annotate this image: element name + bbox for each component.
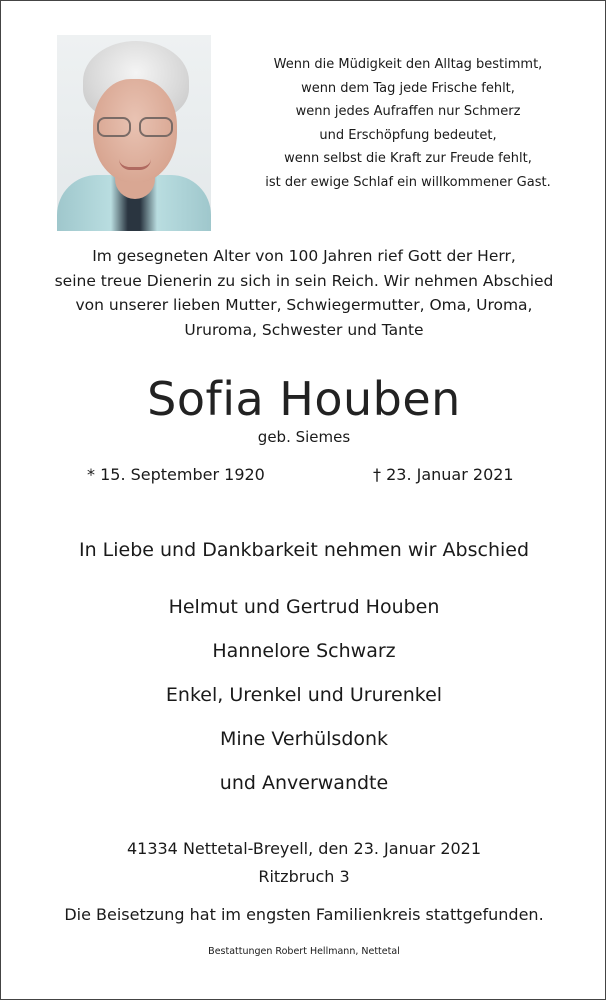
poem-line: wenn dem Tag jede Frische fehlt, xyxy=(301,80,515,96)
poem-line: wenn selbst die Kraft zur Freude fehlt, xyxy=(284,151,532,166)
mourner: und Anverwandte xyxy=(219,772,389,794)
intro-line: von unserer lieben Mutter, Schwiegermutter, Oma, Uroma, xyxy=(75,296,533,314)
farewell-line: In Liebe und Dankbarkeit nehmen wir Abschied xyxy=(78,539,530,561)
portrait-photo xyxy=(57,35,211,231)
mourner: Enkel, Urenkel und Ururenkel xyxy=(165,684,443,706)
undertaker-credit: Bestattungen Robert Hellmann, Nettetal xyxy=(208,946,400,957)
mourner: Helmut und Gertrud Houben xyxy=(168,596,440,618)
poem-line: Wenn die Müdigkeit den Alltag bestimmt, xyxy=(273,57,543,72)
funeral-note: Die Beisetzung hat im engsten Familienkreis stattgefunden. xyxy=(64,905,544,924)
poem-line: und Erschöpfung bedeutet, xyxy=(319,127,497,143)
street-address: Ritzbruch 3 xyxy=(258,867,350,886)
poem xyxy=(231,53,585,194)
mourner: Mine Verhülsdonk xyxy=(219,728,389,750)
intro-line: Im gesegneten Alter von 100 Jahren rief Gott der Herr, xyxy=(92,247,516,265)
poem-line: ist der ewige Schlaf ein willkommener Gast. xyxy=(265,174,551,190)
birth-date: * 15. September 1920 xyxy=(87,465,265,484)
death-date: † 23. Januar 2021 xyxy=(373,465,514,484)
mourner: Hannelore Schwarz xyxy=(212,640,396,662)
intro-line: Ururoma, Schwester und Tante xyxy=(184,320,424,339)
intro-text xyxy=(21,244,587,342)
poem-line: wenn jedes Aufraffen nur Schmerz xyxy=(295,104,521,119)
maiden-name: geb. Siemes xyxy=(257,428,351,446)
deceased-name: Sofia Houben xyxy=(147,372,461,426)
place-date: 41334 Nettetal-Breyell, den 23. Januar 2021 xyxy=(126,839,482,858)
intro-line: seine treue Dienerin zu sich in sein Reich. Wir nehmen Abschied xyxy=(54,271,554,290)
